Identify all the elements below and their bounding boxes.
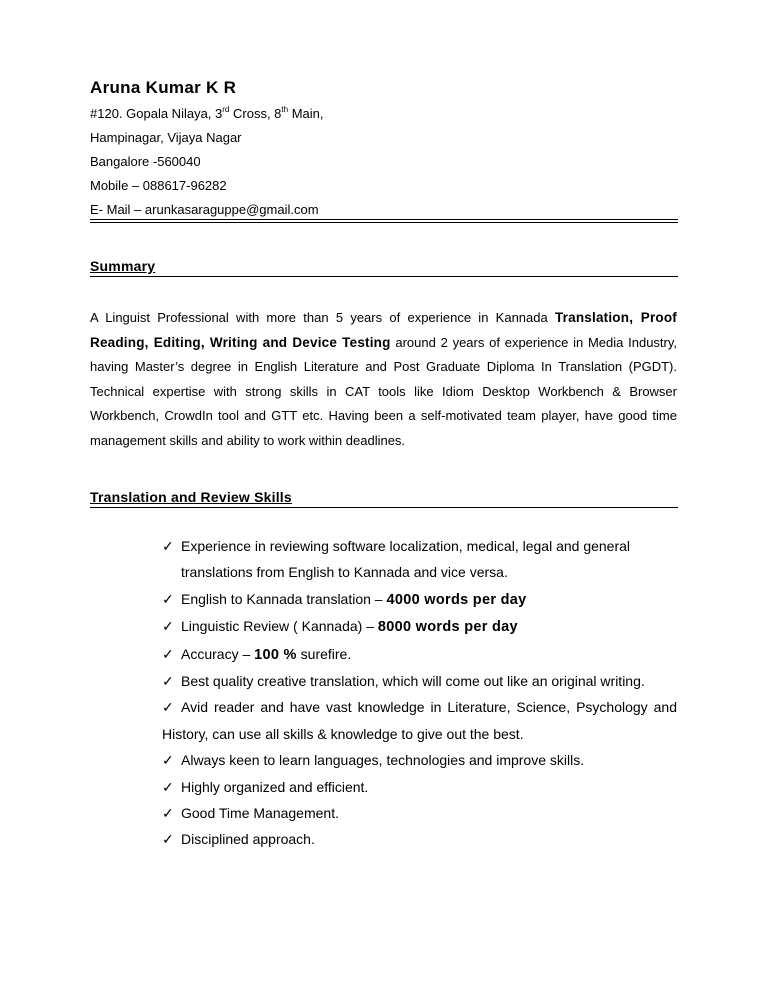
summary-paragraph: A Linguist Professional with more than 5 years of experience in Kannada Translation, Proof Reading, Editing, Writing and Device Testing around 2 years of experience in Media Industry, having Master’s degree in English Literature and Post Graduate Diploma In Translation (PGDT). Technical expertise with strong skills in CAT tools like Idiom Desktop Workbench & Browser Workbench, CrowdIn tool and GTT etc. Having been a self-motivated team player, have good time management skills and ability to work within deadlines. <box>90 310 678 448</box>
check-icon: ✓ <box>162 805 174 822</box>
list-item-continuation: translations from English to Kannada and vice versa. <box>181 564 508 581</box>
mobile-number: Mobile – 088617-96282 <box>90 178 227 193</box>
list-item: ✓ Good Time Management. <box>162 800 677 826</box>
skills-rule <box>90 507 678 508</box>
check-icon: ✓ <box>162 538 174 554</box>
check-icon: ✓ <box>162 752 174 769</box>
address-line-1: #120. Gopala Nilaya, 3rd Cross, 8th Main, <box>90 105 324 121</box>
list-item: ✓ Always keen to learn languages, technologies and improve skills. <box>162 747 677 773</box>
check-icon: ✓ <box>162 831 174 848</box>
skills-list <box>162 533 677 853</box>
address-line-2: Hampinagar, Vijaya Nagar <box>90 130 242 145</box>
list-item: ✓ Best quality creative translation, which will come out like an original writing. <box>162 668 677 694</box>
header-divider <box>90 219 678 223</box>
list-item: ✓ Experience in reviewing software localization, medical, legal and general <box>162 533 677 559</box>
check-icon: ✓ <box>162 645 174 662</box>
check-icon: ✓ <box>162 618 174 635</box>
check-icon: ✓ <box>162 590 174 607</box>
summary-skills-bold: Translation, Proof Reading, Editing, Writing and Device Testing <box>90 310 677 350</box>
list-item: ✓ Linguistic Review ( Kannada) – 8000 words per day <box>162 613 677 640</box>
check-icon: ✓ <box>162 673 174 690</box>
list-item: ✓ Disciplined approach. <box>162 826 677 852</box>
address-line-3: Bangalore -560040 <box>90 154 201 169</box>
summary-heading: Summary <box>90 258 156 274</box>
email-address: E- Mail – arunkasaraguppe@gmail.com <box>90 202 319 217</box>
check-icon: ✓ <box>162 778 174 795</box>
candidate-name: Aruna Kumar K R <box>90 78 237 97</box>
list-item: ✓ Accuracy – 100 % surefire. <box>162 641 677 668</box>
list-item: ✓ English to Kannada translation – 4000 words per day <box>162 586 677 613</box>
check-icon: ✓ <box>162 699 174 716</box>
summary-rule <box>90 276 678 277</box>
list-item: ✓ Avid reader and have vast knowledge in Literature, Science, Psychology and History, can use all skills & knowledge to give out the best. <box>162 694 677 747</box>
skills-heading: Translation and Review Skills <box>90 489 292 505</box>
list-item: ✓ Highly organized and efficient. <box>162 774 677 800</box>
